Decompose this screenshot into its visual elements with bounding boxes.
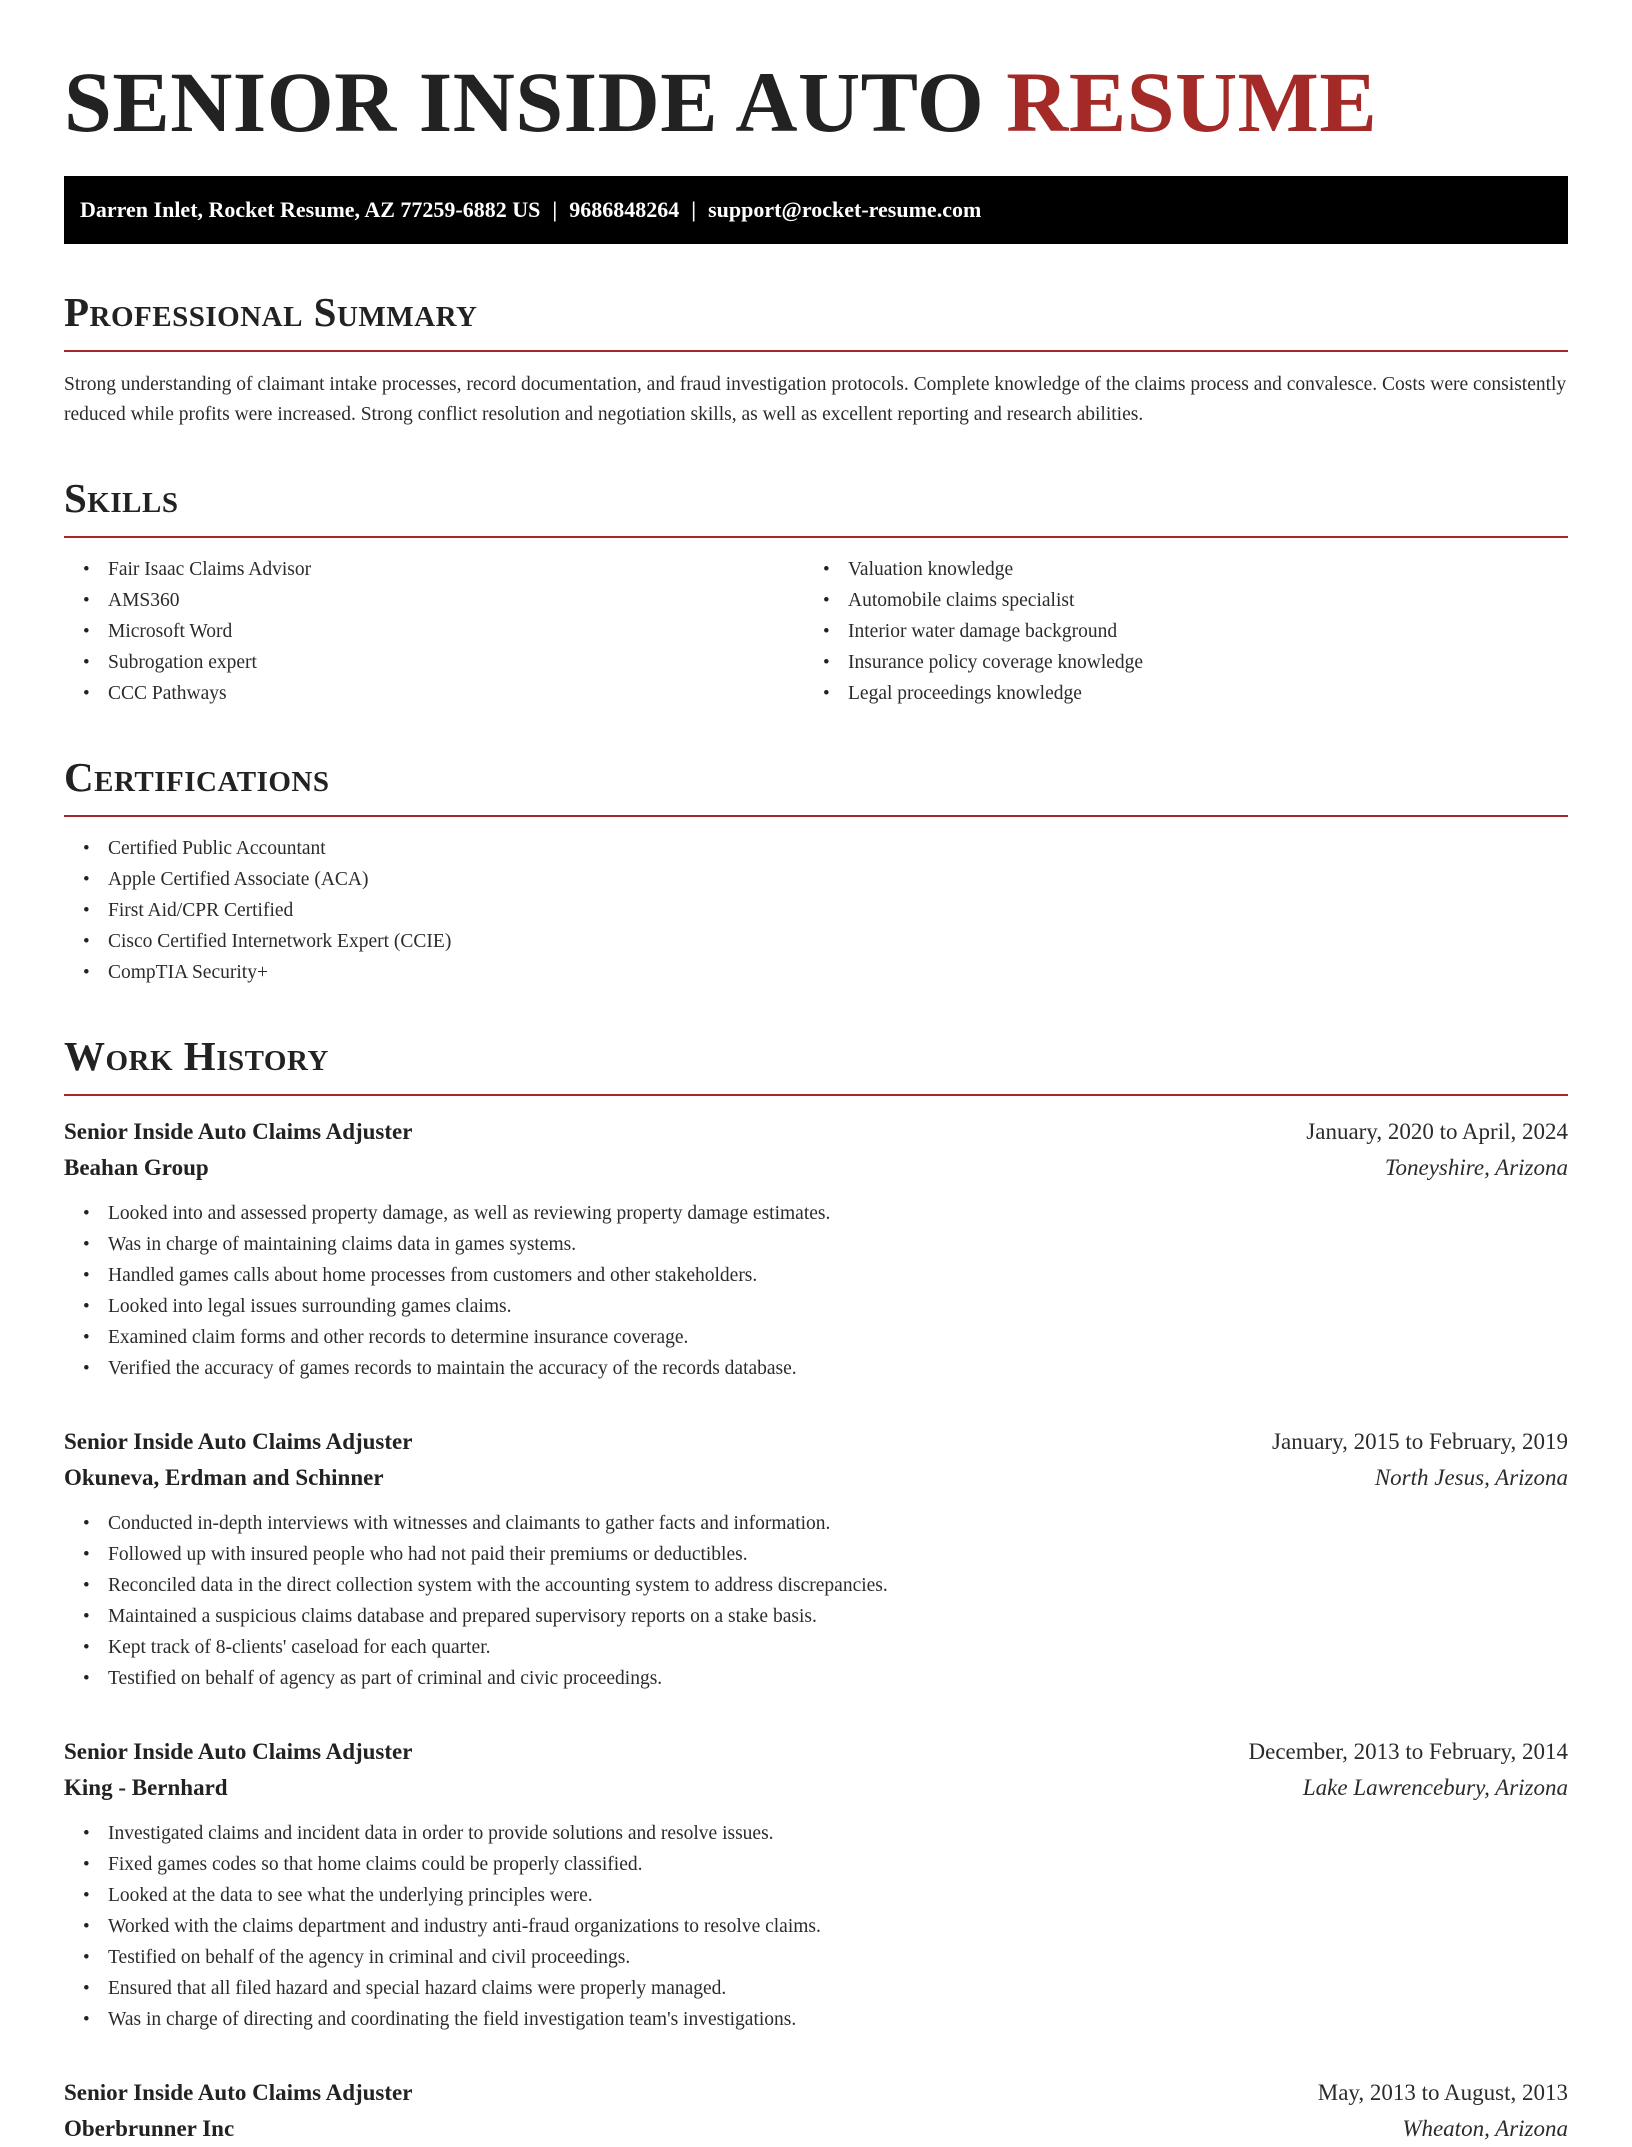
skill-item: • AMS360 <box>108 585 804 616</box>
job-company: Beahan Group <box>64 1155 209 1180</box>
job-title-row <box>64 1424 1568 1460</box>
contact-separator: | <box>552 197 558 222</box>
job-title: Senior Inside Auto Claims Adjuster <box>64 1739 413 1764</box>
skills-list-left <box>64 554 804 709</box>
skills-heading: Skills <box>64 474 1568 538</box>
job-duty: • Followed up with insured people who had not paid their premiums or deductibles. <box>108 1539 1568 1570</box>
job-duty: • Investigated claims and incident data in order to provide solutions and resolve issues. <box>108 1818 1568 1849</box>
job-location: Wheaton, Arizona <box>1402 2116 1568 2141</box>
job-company: King - Bernhard <box>64 1775 228 1800</box>
certifications-section <box>64 753 1568 988</box>
certifications-list <box>64 833 1568 988</box>
title-main: SENIOR INSIDE AUTO <box>64 54 985 150</box>
job-duty: • Looked at the data to see what the underlying principles were. <box>108 1880 1568 1911</box>
job-duties-list <box>64 1198 1568 1384</box>
job-company-row <box>64 1460 1568 1496</box>
work-history-section <box>64 1032 1568 2147</box>
resume-title <box>64 0 1568 152</box>
skill-item: • CCC Pathways <box>108 678 804 709</box>
job-duty: • Was in charge of maintaining claims data in games systems. <box>108 1229 1568 1260</box>
job-entry <box>64 1424 1568 1694</box>
job-duty: • Maintained a suspicious claims database and prepared supervisory reports on a stake basis. <box>108 1601 1568 1632</box>
skill-item: • Automobile claims specialist <box>848 585 1544 616</box>
job-duty: • Conducted in-depth interviews with witnesses and claimants to gather facts and information. <box>108 1508 1568 1539</box>
skills-section <box>64 474 1568 709</box>
job-title: Senior Inside Auto Claims Adjuster <box>64 1429 413 1454</box>
skill-item: • Legal proceedings knowledge <box>848 678 1544 709</box>
certification-item: • Apple Certified Associate (ACA) <box>108 864 1568 895</box>
skill-item: • Subrogation expert <box>108 647 804 678</box>
skill-item: • Fair Isaac Claims Advisor <box>108 554 804 585</box>
summary-section <box>64 288 1568 430</box>
job-dates: January, 2020 to April, 2024 <box>1306 1119 1568 1144</box>
job-company-row <box>64 2111 1568 2147</box>
title-accent: RESUME <box>1006 54 1378 150</box>
skill-item: • Interior water damage background <box>848 616 1544 647</box>
job-title-row <box>64 1734 1568 1770</box>
job-duty: • Handled games calls about home processes from customers and other stakeholders. <box>108 1260 1568 1291</box>
skill-item: • Insurance policy coverage knowledge <box>848 647 1544 678</box>
job-duty: • Examined claim forms and other records to determine insurance coverage. <box>108 1322 1568 1353</box>
job-location: North Jesus, Arizona <box>1374 1465 1568 1490</box>
job-company: Oberbrunner Inc <box>64 2116 235 2141</box>
job-title: Senior Inside Auto Claims Adjuster <box>64 1119 413 1144</box>
job-duty: • Ensured that all filed hazard and special hazard claims were properly managed. <box>108 1973 1568 2004</box>
certification-item: • Certified Public Accountant <box>108 833 1568 864</box>
certification-item: • CompTIA Security+ <box>108 957 1568 988</box>
job-duty: • Testified on behalf of agency as part of criminal and civic proceedings. <box>108 1663 1568 1694</box>
job-location: Toneyshire, Arizona <box>1384 1155 1568 1180</box>
job-location: Lake Lawrencebury, Arizona <box>1302 1775 1568 1800</box>
job-duties-list <box>64 1508 1568 1694</box>
summary-heading: Professional Summary <box>64 288 1568 352</box>
job-dates: January, 2015 to February, 2019 <box>1272 1429 1568 1454</box>
job-title: Senior Inside Auto Claims Adjuster <box>64 2080 413 2105</box>
contact-phone: 9686848264 <box>569 197 680 222</box>
job-duty: • Fixed games codes so that home claims could be properly classified. <box>108 1849 1568 1880</box>
contact-separator: | <box>691 197 697 222</box>
job-duty: • Looked into legal issues surrounding games claims. <box>108 1291 1568 1322</box>
job-duty: • Verified the accuracy of games records to maintain the accuracy of the records database. <box>108 1353 1568 1384</box>
contact-bar <box>64 176 1568 244</box>
job-duty: • Looked into and assessed property damage, as well as reviewing property damage estimates. <box>108 1198 1568 1229</box>
job-duties-list <box>64 1818 1568 2035</box>
contact-address: Darren Inlet, Rocket Resume, AZ 77259-6882 US <box>80 197 541 222</box>
certification-item: • First Aid/CPR Certified <box>108 895 1568 926</box>
job-duty: • Reconciled data in the direct collection system with the accounting system to address discrepancies. <box>108 1570 1568 1601</box>
work-history-heading: Work History <box>64 1032 1568 1096</box>
skill-item: • Valuation knowledge <box>848 554 1544 585</box>
job-entry <box>64 1734 1568 2035</box>
job-company: Okuneva, Erdman and Schinner <box>64 1465 384 1490</box>
summary-text: Strong understanding of claimant intake processes, record documentation, and fraud investigation protocols. Complete knowledge of the claims process and convalesce. Costs were consistently reduced while profits were increased. Strong conflict resolution and negotiation skills, as well as excellent reporting and research abilities. <box>64 374 1567 425</box>
job-dates: December, 2013 to February, 2014 <box>1248 1739 1568 1764</box>
job-duty: • Was in charge of directing and coordinating the field investigation team's investigations. <box>108 2004 1568 2035</box>
skills-grid <box>64 538 1568 709</box>
job-dates: May, 2013 to August, 2013 <box>1317 2080 1568 2105</box>
certification-item: • Cisco Certified Internetwork Expert (CCIE) <box>108 926 1568 957</box>
job-company-row <box>64 1770 1568 1806</box>
job-duty: • Testified on behalf of the agency in criminal and civil proceedings. <box>108 1942 1568 1973</box>
resume-page <box>64 0 1568 2147</box>
job-entry <box>64 1114 1568 1384</box>
certifications-heading: Certifications <box>64 753 1568 817</box>
contact-email: support@rocket-resume.com <box>708 197 982 222</box>
skills-list-right <box>804 554 1544 709</box>
job-duty: • Worked with the claims department and industry anti-fraud organizations to resolve claims. <box>108 1911 1568 1942</box>
job-title-row <box>64 1114 1568 1150</box>
job-entry <box>64 2075 1568 2147</box>
job-company-row <box>64 1150 1568 1186</box>
skill-item: • Microsoft Word <box>108 616 804 647</box>
job-duty: • Kept track of 8-clients' caseload for each quarter. <box>108 1632 1568 1663</box>
job-title-row <box>64 2075 1568 2111</box>
